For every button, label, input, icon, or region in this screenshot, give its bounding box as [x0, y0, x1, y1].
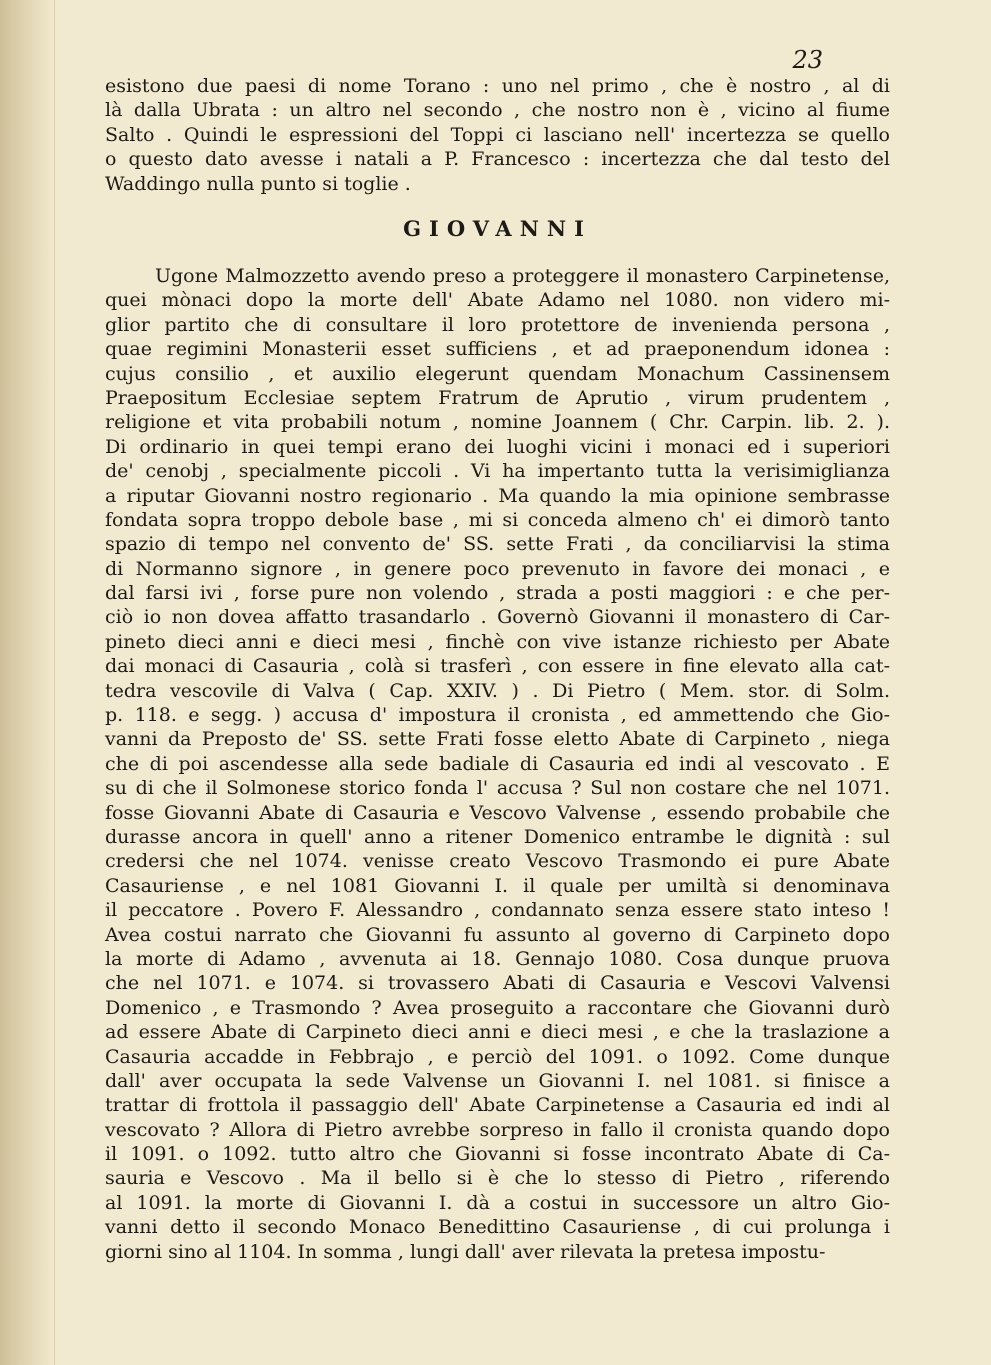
page-number: 23: [792, 46, 823, 74]
text-line: su di che il Solmonese storico fonda l' accusa ? Sul non costare che nel 1071.: [105, 777, 890, 800]
text-line: giorni sino al 1104. In somma , lungi dall' aver rilevata la pretesa impostu-: [105, 1240, 826, 1263]
text-line: p. 118. e segg. ) accusa d' impostura il cronista , ed ammettendo che Gio-: [105, 704, 890, 727]
intro-paragraph: [105, 74, 890, 196]
text-line: vescovato ? Allora di Pietro avrebbe sorpreso in fallo il cronista quando dopo: [105, 1118, 890, 1141]
text-line: a riputar Giovanni nostro regionario . Ma quando la mia opinione sembrasse: [105, 484, 890, 507]
text-line: che nel 1071. e 1074. si trovassero Abati di Casauria e Vescovi Valvensi: [105, 972, 890, 995]
text-line: Salto . Quindi le espressioni del Toppi ci lasciano nell' incertezza se quello: [105, 123, 890, 146]
text-line: Ugone Malmozzetto avendo preso a proteggere il monastero Carpinetense,: [155, 265, 890, 287]
book-spine-shadow: [0, 0, 55, 1365]
text-line: vanni da Preposto de' SS. sette Frati fosse eletto Abate di Carpineto , niega: [105, 728, 890, 751]
text-line: dai monaci di Casauria , colà si trasferì , con essere in fine elevato alla cat-: [105, 655, 890, 678]
text-line: al 1091. la morte di Giovanni I. dà a costui in successore un altro Gio-: [105, 1191, 890, 1214]
text-line: cujus consilio , et auxilio elegerunt quendam Monachum Cassinensem: [105, 362, 890, 385]
text-line: vanni detto il secondo Monaco Benedittino Casauriense , di cui prolunga i: [105, 1216, 890, 1239]
text-line: Casauriense , e nel 1081 Giovanni I. il quale per umiltà si denominava: [105, 874, 890, 897]
text-line: fosse Giovanni Abate di Casauria e Vescovo Valvense , essendo probabile che: [105, 801, 890, 824]
text-line: tedra vescovile di Valva ( Cap. XXIV. ) . Di Pietro ( Mem. stor. di Solm.: [105, 679, 890, 702]
text-line: fondata sopra troppo debole base , mi si conceda almeno ch' ei dimorò tanto: [105, 508, 890, 531]
text-line: religione et vita probabili notum , nomine Joannem ( Chr. Carpin. lib. 2. ).: [105, 411, 890, 434]
text-line: pineto dieci anni e dieci mesi , finchè con vive istanze richiesto per Abate: [105, 630, 890, 653]
text-line: de' cenobj , specialmente piccoli . Vi ha impertanto tutta la verisimiglianza: [105, 460, 890, 483]
text-line: spazio di tempo nel convento de' SS. sette Frati , da conciliarvisi la stima: [105, 533, 890, 556]
text-line: la morte di Adamo , avvenuta ai 18. Gennajo 1080. Cosa dunque pruova: [105, 947, 890, 970]
text-line: di Normanno signore , in genere poco prevenuto in favore dei monaci , e: [105, 557, 890, 580]
text-line: che di poi ascendesse alla sede badiale di Casauria ed indi al vescovato . E: [105, 752, 890, 775]
text-line: là dalla Ubrata : un altro nel secondo , che nostro non è , vicino al fiume: [105, 99, 890, 122]
text-line: Casauria accadde in Febbrajo , e perciò del 1091. o 1092. Come dunque: [105, 1045, 890, 1068]
text-line: sauria e Vescovo . Ma il bello si è che lo stesso di Pietro , riferendo: [105, 1167, 890, 1190]
main-paragraph: [105, 264, 890, 1264]
text-line: Di ordinario in quei tempi erano dei luoghi vicini i monaci ed i superiori: [105, 435, 890, 458]
text-line: Waddingo nulla punto si toglie .: [105, 172, 411, 195]
text-line: il 1091. o 1092. tutto altro che Giovanni si fosse incontrato Abate di Ca-: [105, 1143, 890, 1166]
text-line: ad essere Abate di Carpineto dieci anni e dieci mesi , e che la traslazione a: [105, 1021, 890, 1044]
text-line: il peccatore . Povero F. Alessandro , condannato senza essere stato inteso !: [105, 899, 890, 922]
text-line: glior partito che di consultare il loro protettore de invenienda persona ,: [105, 313, 890, 336]
text-line: o questo dato avesse i natali a P. Francesco : incertezza che dal testo del: [105, 148, 890, 171]
section-title: GIOVANNI: [403, 216, 592, 241]
text-line: dal farsi ivi , forse pure non volendo , strada a posti maggiori : e che per-: [105, 582, 890, 605]
text-line: durasse ancora in quell' anno a ritener Domenico entrambe le dignità : sul: [105, 825, 890, 848]
text-line: quae regimini Monasterii esset sufficiens , et ad praeponendum idonea :: [105, 338, 890, 361]
text-line: Avea costui narrato che Giovanni fu assunto al governo di Carpineto dopo: [105, 923, 890, 946]
text-line: trattar di frottola il passaggio dell' Abate Carpinetense a Casauria ed indi al: [105, 1094, 890, 1117]
text-line: ciò io non dovea affatto trasandarlo . Governò Giovanni il monastero di Car-: [105, 606, 890, 629]
text-line: Praepositum Ecclesiae septem Fratrum de Aprutio , virum prudentem ,: [105, 386, 890, 409]
text-line: quei mònaci dopo la morte dell' Abate Adamo nel 1080. non videro mi-: [105, 289, 890, 312]
text-line: dall' aver occupata la sede Valvense un Giovanni I. nel 1081. si finisce a: [105, 1069, 890, 1092]
text-line: credersi che nel 1074. venisse creato Vescovo Trasmondo ei pure Abate: [105, 850, 890, 873]
text-line: esistono due paesi di nome Torano : uno nel primo , che è nostro , al di: [105, 75, 890, 97]
text-line: Domenico , e Trasmondo ? Avea proseguito a raccontare che Giovanni durò: [105, 996, 890, 1019]
